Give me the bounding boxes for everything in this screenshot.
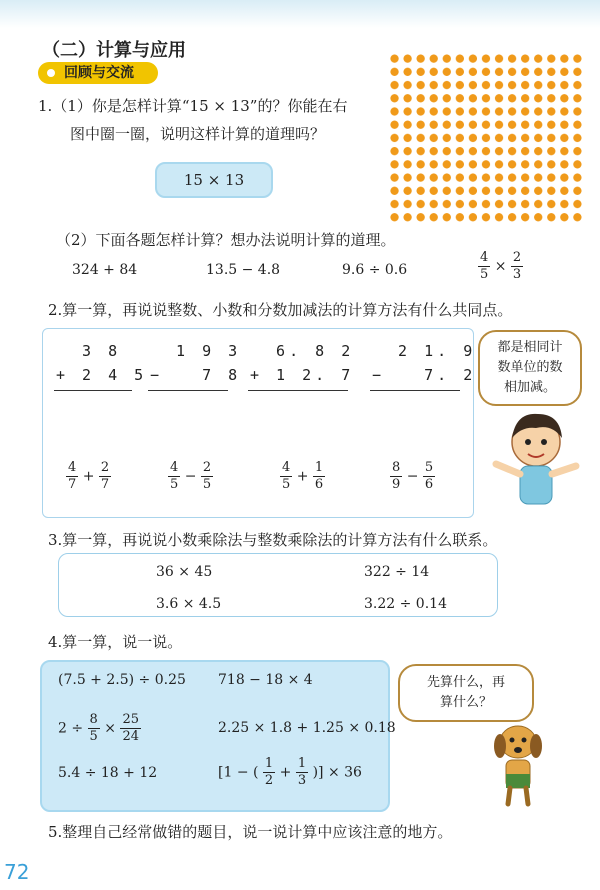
top-band — [0, 0, 600, 28]
q4-expr-5: 5.4 ÷ 18 + 12 — [58, 765, 158, 781]
q1-item-2: 13.5 − 4.8 — [206, 262, 281, 278]
q1-item-4: $\frac{4}{5}$ × $\frac{2}{3}$ — [480, 250, 522, 282]
q4-text: 4.算一算，说一说。 — [48, 633, 183, 651]
q2-vertical-2-bottom: − 7 8 — [150, 366, 242, 384]
boy-character-icon — [486, 404, 586, 514]
q3-item-3: 3.6 × 4.5 — [156, 596, 222, 612]
q2-fraction-4: $\frac{8}{9}$ − $\frac{5}{6}$ — [392, 460, 434, 492]
dog-character-icon — [486, 718, 550, 810]
q4-expr-2: 718 − 18 × 4 — [218, 672, 313, 688]
q2-vertical-2-top: 1 9 3 — [150, 342, 242, 360]
q4-expr-1: (7.5 + 2.5) ÷ 0.25 — [58, 672, 186, 688]
q3-item-1: 36 × 45 — [156, 564, 213, 580]
section-title: （二）计算与应用 — [42, 40, 186, 61]
q1-item-3: 9.6 ÷ 0.6 — [342, 262, 408, 278]
q1-part1-line1: 1.（1）你是怎样计算“15 × 13”的？你能在右 — [38, 97, 348, 115]
q2-line-2 — [148, 390, 228, 391]
q2-speech-bubble: 都是相同计 数单位的数 相加减。 — [478, 330, 582, 406]
badge-dot-icon — [47, 69, 55, 77]
q2-vertical-4-bottom: − 7. 2 — [372, 366, 477, 384]
q4-expr-4: 2.25 × 1.8 + 1.25 × 0.18 — [218, 720, 396, 736]
q2-line-4 — [370, 390, 460, 391]
q5-text: 5.整理自己经常做错的题目，说一说计算中应该注意的地方。 — [48, 823, 453, 841]
q2-fraction-1: $\frac{4}{7}$ + $\frac{2}{7}$ — [68, 460, 110, 492]
q1-part2-text: （2）下面各题怎样计算？想办法说明计算的道理。 — [56, 231, 396, 249]
q2-vertical-1-bottom: + 2 4 5 — [56, 366, 148, 384]
q2-vertical-1-top: 3 8 — [56, 342, 122, 360]
fraction: $\frac{4}{5}$ — [480, 250, 489, 282]
q1-item-1: 324 + 84 — [72, 262, 138, 278]
q2-line-1 — [54, 390, 132, 391]
q2-fraction-2: $\frac{4}{5}$ − $\frac{2}{5}$ — [170, 460, 212, 492]
page-number: 72 — [4, 860, 30, 884]
q2-vertical-3-top: 6. 8 2 — [250, 342, 355, 360]
q3-item-4: 3.22 ÷ 0.14 — [364, 596, 447, 612]
q2-line-3 — [248, 390, 348, 391]
q4-expr-3: 2 ÷ $\frac{8}{5}$ × $\frac{25}{24}$ — [58, 712, 140, 744]
q2-vertical-3-bottom: + 1 2. 7 — [250, 366, 355, 384]
q3-text: 3.算一算，再说说小数乘除法与整数乘除法的计算方法有什么联系。 — [48, 531, 498, 549]
dot-array-grid — [388, 52, 584, 224]
q2-vertical-4-top: 2 1. 9 — [372, 342, 477, 360]
q4-expr-6: [1 − ( $\frac{1}{2}$ + $\frac{1}{3}$ )] × 36 — [218, 756, 362, 788]
q4-speech-bubble: 先算什么，再 算什么？ — [398, 664, 534, 722]
fraction: $\frac{2}{3}$ — [512, 250, 522, 282]
q1-expression-box: 15 × 13 — [155, 162, 273, 198]
q1-part1-line2: 图中圈一圈，说明这样计算的道理吗？ — [70, 125, 326, 143]
badge-label: 回顾与交流 — [64, 65, 134, 81]
q2-text: 2.算一算，再说说整数、小数和分数加减法的计算方法有什么共同点。 — [48, 301, 513, 319]
q3-item-2: 322 ÷ 14 — [364, 564, 430, 580]
q2-fraction-3: $\frac{4}{5}$ + $\frac{1}{6}$ — [282, 460, 324, 492]
review-badge — [38, 62, 158, 84]
